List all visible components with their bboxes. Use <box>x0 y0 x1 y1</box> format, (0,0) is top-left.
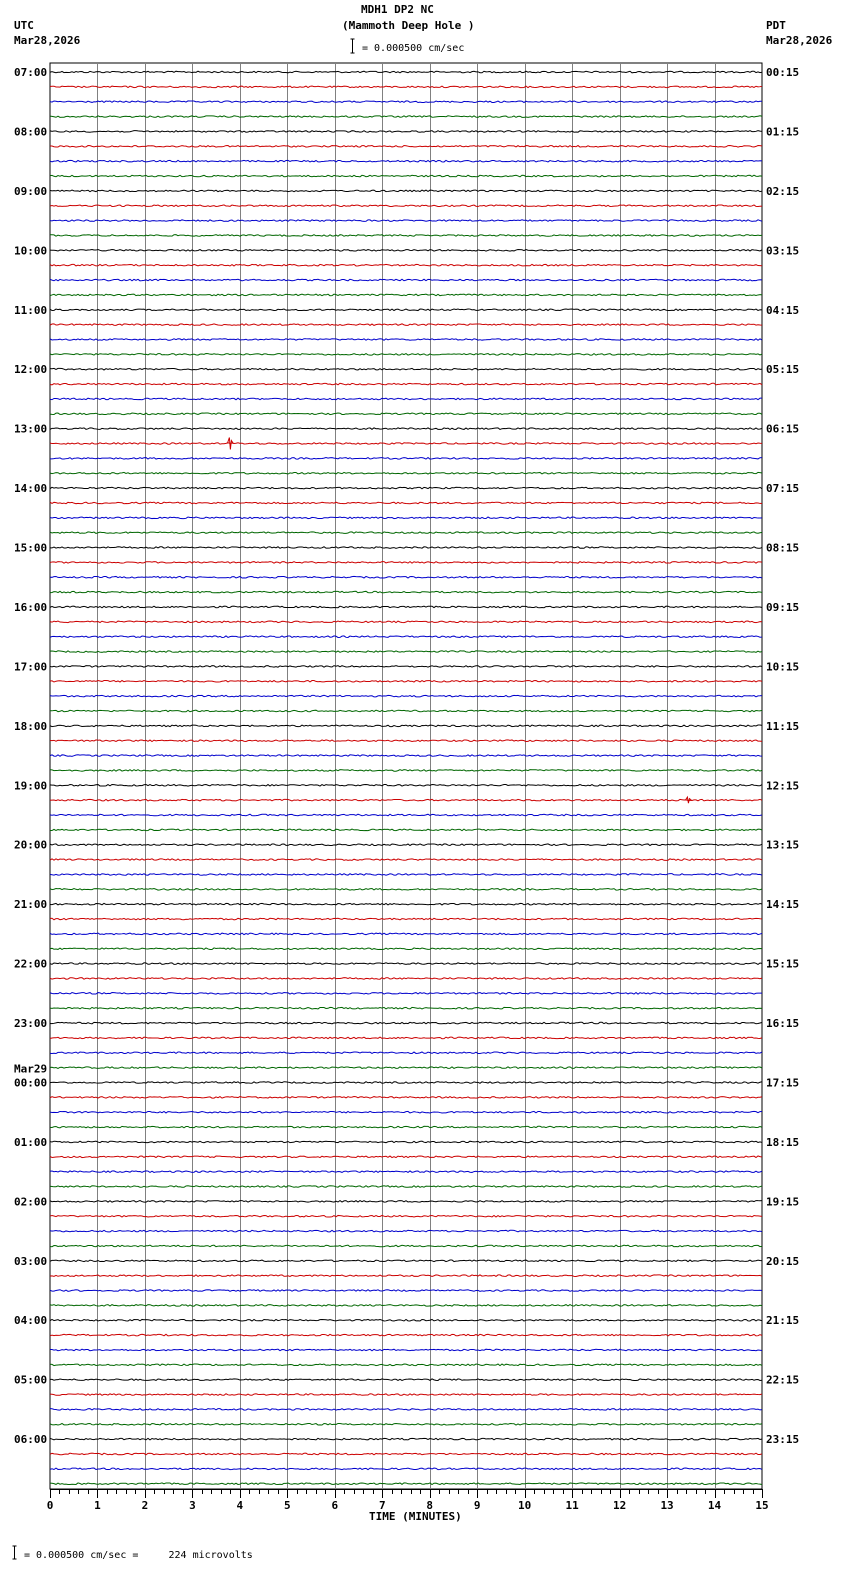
seismic-trace <box>50 799 762 801</box>
seismic-trace <box>50 368 762 370</box>
utc-hour-label: 23:00 <box>14 1017 48 1031</box>
seismic-trace <box>50 695 762 697</box>
seismic-trace <box>50 294 762 296</box>
seismic-trace <box>50 784 762 786</box>
pdt-hour-label: 01:15 <box>766 125 800 139</box>
utc-hour-label: 05:00 <box>14 1373 48 1387</box>
seismic-trace <box>50 591 762 593</box>
pdt-hour-label: 04:15 <box>766 303 800 317</box>
utc-hour-label: 09:00 <box>14 184 48 198</box>
pdt-hour-labels <box>766 66 799 1446</box>
seismic-trace <box>50 606 762 608</box>
seismic-trace <box>50 517 762 519</box>
seismic-trace <box>50 1111 762 1113</box>
pdt-hour-label: 08:15 <box>766 541 800 555</box>
seismic-trace <box>50 235 762 237</box>
seismic-trace <box>50 651 762 653</box>
utc-hour-label: 14:00 <box>14 482 48 496</box>
seismic-trace <box>50 1290 762 1292</box>
seismic-trace <box>50 354 762 356</box>
seismic-trace <box>50 487 762 489</box>
seismic-traces <box>50 71 762 1484</box>
seismic-trace <box>50 621 762 623</box>
utc-hour-label: 08:00 <box>14 125 48 139</box>
seismic-trace <box>50 1022 762 1024</box>
utc-hour-label: 03:00 <box>14 1254 48 1268</box>
pdt-hour-label: 17:15 <box>766 1076 800 1090</box>
pdt-hour-label: 09:15 <box>766 600 800 614</box>
seismic-trace <box>50 220 762 222</box>
seismic-trace <box>50 948 762 950</box>
utc-hour-label: 20:00 <box>14 838 48 852</box>
seismic-trace <box>50 250 762 252</box>
seismic-trace <box>50 963 762 965</box>
utc-hour-label: 06:00 <box>14 1433 48 1447</box>
x-tick-label: 14 <box>707 1499 722 1512</box>
seismic-trace <box>50 576 762 578</box>
seismic-trace <box>50 160 762 162</box>
seismic-trace <box>50 1201 762 1203</box>
seismic-trace <box>50 1082 762 1084</box>
x-tick-label: 13 <box>660 1499 674 1512</box>
x-tick-label: 5 <box>284 1499 291 1512</box>
time-axis <box>47 1489 769 1512</box>
seismic-trace <box>50 413 762 415</box>
utc-label: UTC <box>14 19 34 32</box>
seismic-trace <box>50 1260 762 1262</box>
station-title: MDH1 DP2 NC <box>361 3 434 16</box>
seismic-trace <box>50 636 762 638</box>
seismic-trace <box>50 1052 762 1054</box>
seismic-trace <box>50 1468 762 1470</box>
seismic-trace <box>50 1305 762 1307</box>
utc-hour-label: 18:00 <box>14 719 48 733</box>
scale-bars <box>13 39 355 1559</box>
seismic-trace <box>50 903 762 905</box>
seismic-trace <box>50 1275 762 1277</box>
utc-hour-label: 01:00 <box>14 1135 48 1149</box>
utc-date: Mar28,2026 <box>14 34 81 47</box>
seismic-trace <box>50 770 762 772</box>
pdt-label: PDT <box>766 19 786 32</box>
seismic-trace <box>50 1186 762 1188</box>
seismic-trace <box>50 116 762 118</box>
x-tick-label: 0 <box>46 1499 54 1512</box>
pdt-hour-label: 20:15 <box>766 1254 800 1268</box>
seismic-trace <box>50 324 762 326</box>
utc-hour-label: 12:00 <box>14 363 48 377</box>
seismic-trace <box>50 1067 762 1069</box>
seismic-trace <box>50 1126 762 1128</box>
seismic-trace <box>50 740 762 742</box>
utc-hour-label: 07:00 <box>14 66 48 79</box>
seismic-trace <box>50 1334 762 1336</box>
seismic-trace <box>50 1141 762 1143</box>
pdt-hour-label: 18:15 <box>766 1135 800 1149</box>
seismic-trace <box>50 1409 762 1411</box>
seismic-trace <box>50 859 762 861</box>
seismic-trace <box>50 71 762 73</box>
seismic-trace <box>50 844 762 846</box>
footer-scale-label: = 0.000500 cm/sec = 224 microvolts <box>24 1550 253 1561</box>
utc-hour-label: 04:00 <box>14 1314 48 1328</box>
seismic-trace <box>50 1215 762 1217</box>
seismic-trace <box>50 680 762 682</box>
seismic-trace <box>50 472 762 474</box>
seismic-trace <box>50 428 762 430</box>
seismic-trace <box>50 710 762 712</box>
seismic-trace <box>50 131 762 133</box>
seismic-trace <box>50 874 762 876</box>
pdt-hour-label: 19:15 <box>766 1195 800 1209</box>
x-tick-label: 2 <box>141 1499 149 1512</box>
pdt-hour-label: 00:15 <box>766 66 800 79</box>
seismic-trace <box>50 1453 762 1455</box>
seismic-trace <box>50 1319 762 1321</box>
seismic-trace <box>50 1438 762 1440</box>
seismic-trace <box>50 309 762 311</box>
seismic-trace <box>50 993 762 995</box>
x-tick-label: 3 <box>189 1499 196 1512</box>
seismic-trace <box>50 829 762 831</box>
seismic-trace <box>50 1483 762 1485</box>
utc-hour-label: 16:00 <box>14 600 48 614</box>
utc-hour-label: 19:00 <box>14 779 48 793</box>
pdt-hour-label: 23:15 <box>766 1433 800 1447</box>
pdt-hour-label: 07:15 <box>766 482 800 496</box>
x-tick-label: 9 <box>473 1499 481 1512</box>
utc-hour-label: 22:00 <box>14 957 48 971</box>
seismic-trace <box>50 175 762 177</box>
seismic-trace <box>50 264 762 266</box>
x-tick-label: 1 <box>94 1499 101 1512</box>
utc-hour-label: 00:00 <box>14 1076 48 1090</box>
x-tick-label: 4 <box>236 1499 244 1512</box>
seismic-trace <box>50 1156 762 1158</box>
scale-label: = 0.000500 cm/sec <box>362 43 465 54</box>
pdt-hour-label: 02:15 <box>766 184 800 198</box>
seismic-trace <box>50 532 762 534</box>
utc-hour-label: 17:00 <box>14 660 48 674</box>
seismic-trace <box>50 279 762 281</box>
seismic-trace <box>50 398 762 400</box>
seismic-trace <box>50 205 762 207</box>
seismic-trace <box>50 1423 762 1425</box>
seismic-trace <box>50 1037 762 1039</box>
seismic-trace <box>50 889 762 891</box>
seismic-trace <box>50 101 762 103</box>
seismic-trace <box>50 502 762 504</box>
seismic-trace <box>50 1230 762 1232</box>
pdt-hour-label: 12:15 <box>766 779 800 793</box>
pdt-hour-label: 10:15 <box>766 660 800 674</box>
seismic-trace <box>50 1349 762 1351</box>
seismic-trace <box>50 933 762 935</box>
seismic-trace <box>50 146 762 148</box>
seismic-trace <box>50 1379 762 1381</box>
utc-hour-label: 02:00 <box>14 1195 48 1209</box>
x-tick-label: 8 <box>426 1499 434 1512</box>
seismic-trace <box>50 755 762 757</box>
utc-hour-label: 21:00 <box>14 898 48 912</box>
date-change-label: Mar29 <box>14 1062 48 1076</box>
seismic-trace <box>50 814 762 816</box>
pdt-hour-label: 05:15 <box>766 363 800 377</box>
pdt-hour-label: 14:15 <box>766 898 800 912</box>
pdt-hour-label: 15:15 <box>766 957 800 971</box>
seismic-trace <box>50 918 762 920</box>
x-tick-label: 11 <box>565 1499 579 1512</box>
seismic-trace <box>50 190 762 192</box>
x-tick-label: 15 <box>755 1499 769 1512</box>
seismic-trace <box>50 1364 762 1366</box>
seismic-trace <box>50 443 762 445</box>
pdt-hour-label: 16:15 <box>766 1017 800 1031</box>
utc-hour-labels <box>14 66 47 1446</box>
seismic-trace <box>50 339 762 341</box>
utc-hour-label: 13:00 <box>14 422 48 436</box>
pdt-hour-label: 03:15 <box>766 244 800 258</box>
seismic-trace <box>50 1007 762 1009</box>
x-tick-label: 7 <box>378 1499 386 1512</box>
seismic-trace <box>50 547 762 549</box>
pdt-hour-label: 22:15 <box>766 1373 800 1387</box>
x-tick-label: 6 <box>331 1499 339 1512</box>
utc-hour-label: 10:00 <box>14 244 48 258</box>
seismic-trace <box>50 1097 762 1099</box>
seismic-trace <box>50 666 762 668</box>
utc-hour-label: 15:00 <box>14 541 48 555</box>
seismic-trace <box>50 458 762 460</box>
seismic-trace <box>50 725 762 727</box>
x-tick-label: 10 <box>518 1499 532 1512</box>
utc-hour-label: 11:00 <box>14 303 48 317</box>
pdt-hour-label: 11:15 <box>766 719 800 733</box>
x-axis-title: TIME (MINUTES) <box>369 1510 462 1523</box>
seismic-trace <box>50 1245 762 1247</box>
seismic-trace <box>50 978 762 980</box>
pdt-hour-label: 13:15 <box>766 838 800 852</box>
seismic-trace <box>50 383 762 385</box>
pdt-hour-label: 21:15 <box>766 1314 800 1328</box>
seismic-trace <box>50 86 762 88</box>
x-tick-label: 12 <box>612 1499 627 1512</box>
seismic-trace <box>50 562 762 564</box>
seismic-trace <box>50 1171 762 1173</box>
pdt-date: Mar28,2026 <box>766 34 833 47</box>
seismic-trace <box>50 1394 762 1396</box>
station-subtitle: (Mammoth Deep Hole ) <box>342 19 475 32</box>
pdt-hour-label: 06:15 <box>766 422 800 436</box>
